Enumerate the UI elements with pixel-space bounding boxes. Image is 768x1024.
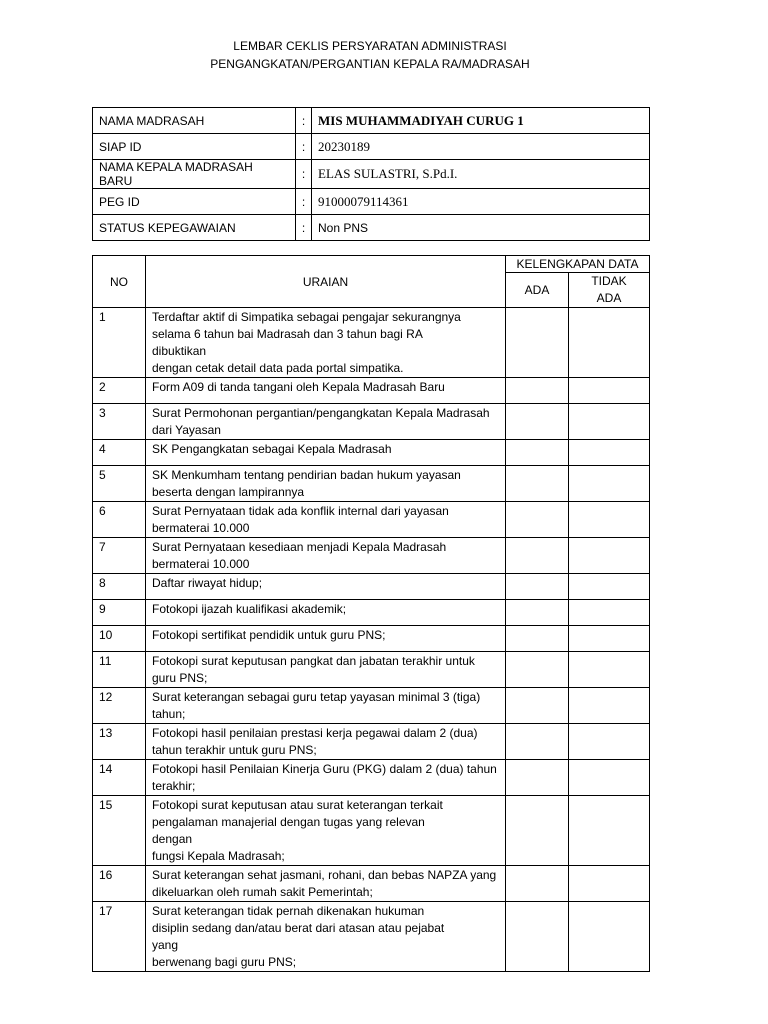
info-value-peg-id: 91000079114361 bbox=[312, 189, 650, 215]
checkbox-ada[interactable] bbox=[506, 440, 569, 466]
info-row bbox=[93, 134, 650, 160]
checklist-row-number: 16 bbox=[93, 866, 146, 902]
document-title-line-1: LEMBAR CEKLIS PERSYARATAN ADMINISTRASI bbox=[233, 39, 507, 53]
info-label: NAMA MADRASAH bbox=[93, 108, 296, 134]
checklist-row-number: 8 bbox=[93, 574, 146, 600]
checklist-row-description: Fotokopi surat keputusan atau surat keterangan terkait pengalaman manajerial dengan tugas yang relevan dengan fungsi Kepala Madrasah; bbox=[146, 796, 506, 866]
checklist-row-description: Form A09 di tanda tangani oleh Kepala Madrasah Baru bbox=[146, 378, 506, 404]
checklist-row-description: Surat keterangan sebagai guru tetap yayasan minimal 3 (tiga) tahun; bbox=[146, 688, 506, 724]
checklist-row bbox=[93, 538, 650, 574]
checklist-row-number: 15 bbox=[93, 796, 146, 866]
checkbox-ada[interactable] bbox=[506, 378, 569, 404]
checklist-row-description: Fotokopi hasil penilaian prestasi kerja pegawai dalam 2 (dua) tahun terakhir untuk guru PNS; bbox=[146, 724, 506, 760]
checklist-row-description: Fotokopi sertifikat pendidik untuk guru PNS; bbox=[146, 626, 506, 652]
checkbox-tidak-ada[interactable] bbox=[569, 760, 650, 796]
info-separator: : bbox=[296, 134, 312, 160]
info-label: NAMA KEPALA MADRASAH BARU bbox=[93, 160, 296, 189]
checklist-row bbox=[93, 600, 650, 626]
checklist-row-description: SK Menkumham tentang pendirian badan hukum yayasan beserta dengan lampirannya bbox=[146, 466, 506, 502]
info-table bbox=[92, 107, 650, 241]
checkbox-ada[interactable] bbox=[506, 600, 569, 626]
checklist-row bbox=[93, 308, 650, 378]
checklist-row bbox=[93, 724, 650, 760]
checklist-row-description: Fotokopi surat keputusan pangkat dan jabatan terakhir untuk guru PNS; bbox=[146, 652, 506, 688]
checklist-row-description: Fotokopi ijazah kualifikasi akademik; bbox=[146, 600, 506, 626]
checklist-row-description: Surat Pernyataan kesediaan menjadi Kepala Madrasah bermaterai 10.000 bbox=[146, 538, 506, 574]
checkbox-ada[interactable] bbox=[506, 760, 569, 796]
info-label: PEG ID bbox=[93, 189, 296, 215]
info-separator: : bbox=[296, 160, 312, 189]
checklist-row bbox=[93, 796, 650, 866]
checkbox-tidak-ada[interactable] bbox=[569, 796, 650, 866]
checklist-row-description: Terdaftar aktif di Simpatika sebagai pengajar sekurangnya selama 6 tahun bai Madrasah dan 3 tahun bagi RA dibuktikan dengan cetak detail data pada portal simpatika. bbox=[146, 308, 506, 378]
info-value-siap-id: 20230189 bbox=[312, 134, 650, 160]
checklist-row-number: 17 bbox=[93, 902, 146, 972]
checklist-row-number: 9 bbox=[93, 600, 146, 626]
info-value-status: Non PNS bbox=[312, 215, 650, 241]
checklist-row-description: Surat Permohonan pergantian/pengangkatan Kepala Madrasah dari Yayasan bbox=[146, 404, 506, 440]
checklist-row bbox=[93, 404, 650, 440]
checkbox-ada[interactable] bbox=[506, 724, 569, 760]
checklist-row-number: 13 bbox=[93, 724, 146, 760]
checklist-row-number: 7 bbox=[93, 538, 146, 574]
header-kelengkapan: KELENGKAPAN DATA bbox=[506, 256, 650, 273]
checklist-row bbox=[93, 652, 650, 688]
checklist-row-number: 10 bbox=[93, 626, 146, 652]
checkbox-tidak-ada[interactable] bbox=[569, 440, 650, 466]
checkbox-tidak-ada[interactable] bbox=[569, 502, 650, 538]
checkbox-ada[interactable] bbox=[506, 652, 569, 688]
header-ada: ADA bbox=[506, 273, 569, 308]
info-separator: : bbox=[296, 108, 312, 134]
checklist-row-number: 1 bbox=[93, 308, 146, 378]
checkbox-tidak-ada[interactable] bbox=[569, 538, 650, 574]
checkbox-tidak-ada[interactable] bbox=[569, 378, 650, 404]
checklist-row bbox=[93, 466, 650, 502]
checklist-row-number: 5 bbox=[93, 466, 146, 502]
checklist-row-description: SK Pengangkatan sebagai Kepala Madrasah bbox=[146, 440, 506, 466]
checklist-row bbox=[93, 440, 650, 466]
header-no: NO bbox=[93, 256, 146, 308]
checklist-row-description: Daftar riwayat hidup; bbox=[146, 574, 506, 600]
checkbox-tidak-ada[interactable] bbox=[569, 902, 650, 972]
info-value-kepala-madrasah: ELAS SULASTRI, S.Pd.I. bbox=[312, 160, 650, 189]
info-row bbox=[93, 160, 650, 189]
header-uraian: URAIAN bbox=[146, 256, 506, 308]
checkbox-tidak-ada[interactable] bbox=[569, 724, 650, 760]
info-row bbox=[93, 189, 650, 215]
checklist-row-description: Surat keterangan sehat jasmani, rohani, dan bebas NAPZA yang dikeluarkan oleh rumah sakit Pemerintah; bbox=[146, 866, 506, 902]
checkbox-tidak-ada[interactable] bbox=[569, 404, 650, 440]
document-title-line-2: PENGANGKATAN/PERGANTIAN KEPALA RA/MADRASAH bbox=[210, 57, 530, 71]
checkbox-ada[interactable] bbox=[506, 796, 569, 866]
info-row bbox=[93, 215, 650, 241]
checkbox-tidak-ada[interactable] bbox=[569, 574, 650, 600]
checkbox-ada[interactable] bbox=[506, 902, 569, 972]
header-tidak-ada: TIDAK ADA bbox=[569, 273, 650, 308]
checkbox-tidak-ada[interactable] bbox=[569, 466, 650, 502]
checklist-row bbox=[93, 902, 650, 972]
checklist-row-number: 6 bbox=[93, 502, 146, 538]
checklist-row-description: Fotokopi hasil Penilaian Kinerja Guru (PKG) dalam 2 (dua) tahun terakhir; bbox=[146, 760, 506, 796]
checklist-row bbox=[93, 378, 650, 404]
checkbox-tidak-ada[interactable] bbox=[569, 688, 650, 724]
checkbox-ada[interactable] bbox=[506, 308, 569, 378]
info-label: SIAP ID bbox=[93, 134, 296, 160]
checkbox-ada[interactable] bbox=[506, 466, 569, 502]
checklist-row bbox=[93, 688, 650, 724]
checklist-row bbox=[93, 502, 650, 538]
checklist-row-number: 3 bbox=[93, 404, 146, 440]
checkbox-tidak-ada[interactable] bbox=[569, 866, 650, 902]
info-label: STATUS KEPEGAWAIAN bbox=[93, 215, 296, 241]
checklist-row-number: 2 bbox=[93, 378, 146, 404]
checklist-row-description: Surat Pernyataan tidak ada konflik internal dari yayasan bermaterai 10.000 bbox=[146, 502, 506, 538]
checkbox-tidak-ada[interactable] bbox=[569, 308, 650, 378]
info-row bbox=[93, 108, 650, 134]
checklist-row bbox=[93, 626, 650, 652]
checkbox-tidak-ada[interactable] bbox=[569, 600, 650, 626]
checklist-row-number: 12 bbox=[93, 688, 146, 724]
checkbox-ada[interactable] bbox=[506, 574, 569, 600]
checkbox-tidak-ada[interactable] bbox=[569, 626, 650, 652]
checkbox-ada[interactable] bbox=[506, 866, 569, 902]
checkbox-ada[interactable] bbox=[506, 404, 569, 440]
checkbox-ada[interactable] bbox=[506, 538, 569, 574]
info-value-nama-madrasah: MIS MUHAMMADIYAH CURUG 1 bbox=[312, 108, 650, 134]
checkbox-tidak-ada[interactable] bbox=[569, 652, 650, 688]
checkbox-ada[interactable] bbox=[506, 626, 569, 652]
checklist-row bbox=[93, 866, 650, 902]
checkbox-ada[interactable] bbox=[506, 502, 569, 538]
checklist-header-row bbox=[93, 256, 650, 273]
info-separator: : bbox=[296, 189, 312, 215]
checklist-table bbox=[92, 255, 650, 972]
checklist-row-number: 11 bbox=[93, 652, 146, 688]
checklist-row bbox=[93, 760, 650, 796]
checklist-row-number: 4 bbox=[93, 440, 146, 466]
checkbox-ada[interactable] bbox=[506, 688, 569, 724]
info-separator: : bbox=[296, 215, 312, 241]
checklist-row bbox=[93, 574, 650, 600]
checklist-row-number: 14 bbox=[93, 760, 146, 796]
checklist-row-description: Surat keterangan tidak pernah dikenakan hukuman disiplin sedang dan/atau berat dari atasan atau pejabat yang berwenang bagi guru PNS; bbox=[146, 902, 506, 972]
